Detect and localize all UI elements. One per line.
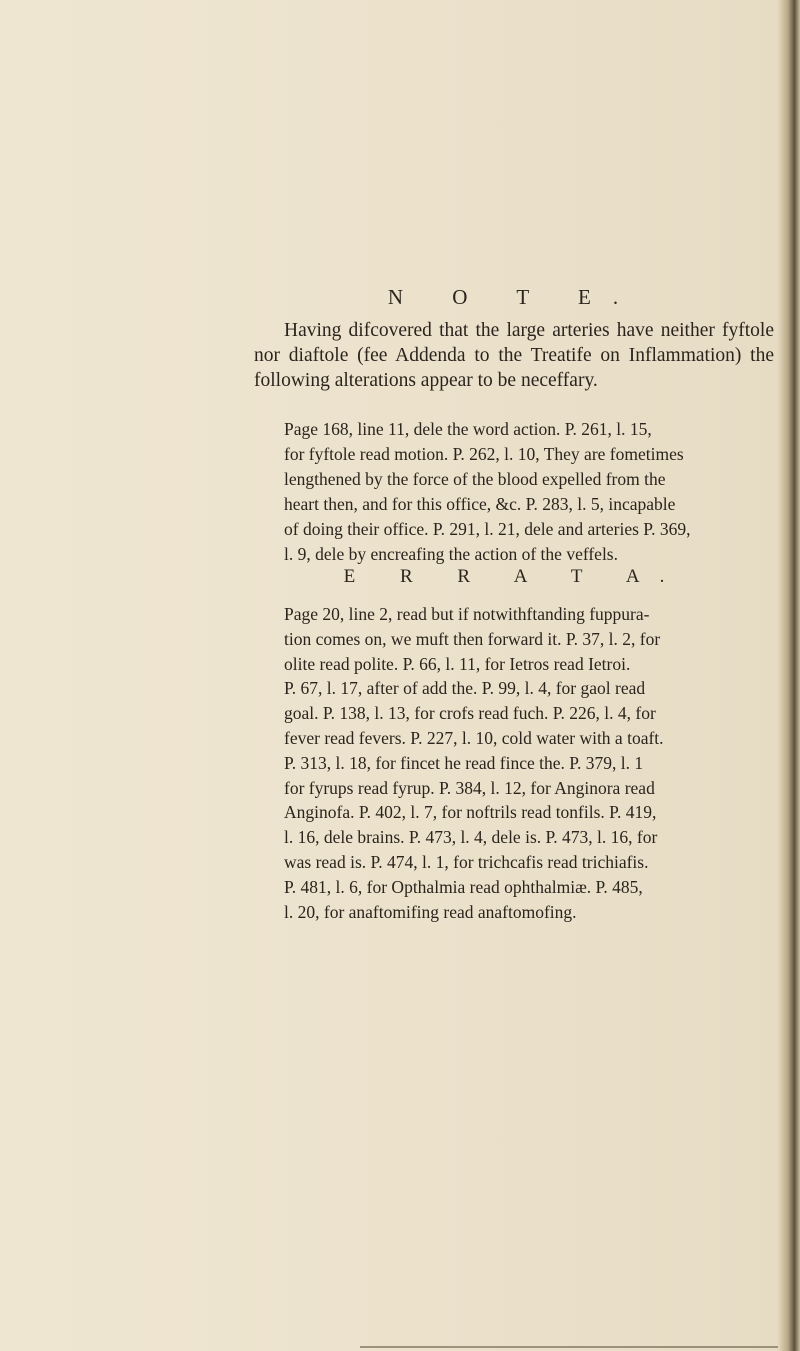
page-edge xyxy=(778,0,800,1351)
note-line: Page 168, line 11, dele the word action. P. 261, l. 15, xyxy=(284,419,652,439)
errata-list xyxy=(254,602,774,924)
note-line: of doing their office. P. 291, l. 21, dele and arteries P. 369, xyxy=(284,519,691,539)
errata-line: was read is. P. 474, l. 1, for trichcafis read trichiafis. xyxy=(284,851,649,872)
errata-line: olite read polite. P. 66, l. 11, for Ietros read Ietroi. xyxy=(284,653,631,674)
errata-line: P. 481, l. 6, for Opthalmia read ophthalmiæ. P. 485, xyxy=(284,876,643,897)
note-line: lengthened by the force of the blood expelled from the xyxy=(284,469,666,489)
errata-line: P. 67, l. 17, after of add the. P. 99, l. 4, for gaol read xyxy=(284,678,646,699)
note-intro: Having difcovered that the large arteries have neither fyftole nor diaftole (fee Addenda to the Treatife on Inflammation) the following alterations appear to be neceffary. xyxy=(254,320,774,391)
errata-heading: E R R A T A. xyxy=(343,566,685,587)
note-line: l. 9, dele by encreafing the action of the veffels. xyxy=(284,544,618,564)
errata-line: for fyrups read fyrup. P. 384, l. 12, for Anginora read xyxy=(284,777,655,798)
errata-line: l. 20, for anaftomifing read anaftomofing. xyxy=(284,901,577,922)
errata-line: tion comes on, we muft then forward it. P. 37, l. 2, for xyxy=(284,628,661,649)
errata-line: l. 16, dele brains. P. 473, l. 4, dele is. P. 473, l. 16, for xyxy=(284,827,658,848)
note-corrections xyxy=(254,417,774,567)
errata-line: goal. P. 138, l. 13, for crofs read fuch. P. 226, l. 4, for xyxy=(284,703,656,724)
note-heading: N O T E. xyxy=(387,285,641,309)
note-line: heart then, and for this office, &c. P. 283, l. 5, incapable xyxy=(284,494,676,514)
errata-line: Anginofa. P. 402, l. 7, for noftrils read tonfils. P. 419, xyxy=(284,802,657,823)
errata-line: P. 313, l. 18, for fincet he read fince the. P. 379, l. 1 xyxy=(284,752,644,773)
errata-line: fever read fevers. P. 227, l. 10, cold water with a toaft. xyxy=(284,727,664,748)
note-line: for fyftole read motion. P. 262, l. 10, They are fometimes xyxy=(284,444,684,464)
bottom-rule xyxy=(360,1346,780,1348)
errata-line: Page 20, line 2, read but if notwithftanding fuppura- xyxy=(284,604,650,624)
